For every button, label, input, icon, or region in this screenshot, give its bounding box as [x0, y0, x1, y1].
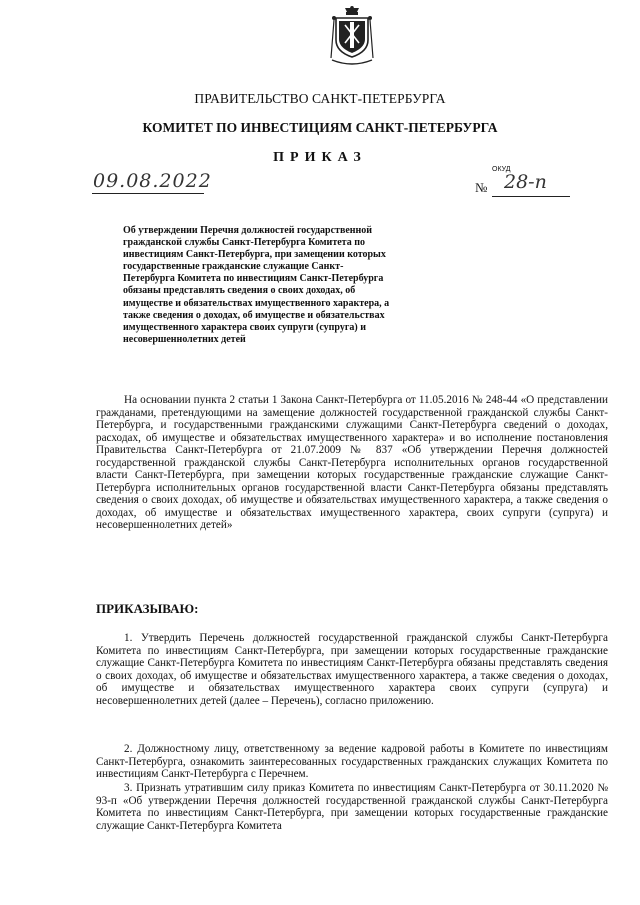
order-subject: Об утверждении Перечня должностей государственной гражданской службы Санкт-Петербурга Комитета по инвестициям Санкт-Петербурга, при замещении которых государственные гражданские служащие Санкт-Петербурга Комитета по инвестициям Санкт-Петербурга обязаны представлять сведения о своих доходах, об имуществе и обязательствах имущественного характера, а также сведения о доходах, об имуществе и обязательствах имущественного характера своих супруги (супруга) и несовершеннолетних детей: [123, 225, 390, 345]
number-underline: [492, 196, 570, 197]
number-sign: №: [475, 180, 488, 195]
date-underline: [92, 193, 204, 194]
committee-name: КОМИТЕТ ПО ИНВЕСТИЦИЯМ САНКТ-ПЕТЕРБУРГА: [142, 120, 498, 135]
government-name: ПРАВИТЕЛЬСТВО САНКТ-ПЕТЕРБУРГА: [194, 91, 446, 106]
document-type: ПРИКАЗ: [273, 150, 367, 165]
order-item-1: 1. Утвердить Перечень должностей государственной гражданской службы Санкт-Петербурга Комитета по инвестициям Санкт-Петербурга, при замещении которых государственные гражданские служащие Санкт-Петербурга Комитета по инвестициям Санкт-Петербурга обязаны представлять сведения о своих доходах, об имуществе и обязательствах имущественного характера, а также сведения о доходах, об имуществе и обязательствах имущественного характера своих супруги (супруга) и несовершеннолетних детей (далее – Перечень), согласно приложению.: [96, 632, 608, 707]
preamble-paragraph: На основании пункта 2 статьи 1 Закона Санкт-Петербурга от 11.05.2016 № 248-44 «О представлении гражданами, претендующими на замещение должностей государственной гражданской службы Санкт-Петербурга, и государственными гражданскими служащими Санкт-Петербурга сведений о доходах, расходах, об имуществе и обязательствах имущественного характера» и во исполнение постановления Правительства Санкт-Петербурга от 21.07.2009 № 837 «Об утверждении Перечня должностей государственной гражданской службы Санкт-Петербурга исполнительных органов государственной власти Санкт-Петербурга, при замещении которых государственные гражданские служащие Санкт-Петербурга исполнительных органов государственной власти Санкт-Петербурга обязаны представлять сведения о своих доходах, об имуществе и обязательствах имущественного характера, а также сведения о доходах, об имуществе и обязательствах имущественного характера, своих супруги (супруга) и несовершеннолетних детей»: [96, 394, 608, 531]
okud-label: ОКУД: [492, 166, 511, 173]
order-date: 09.08.2022: [93, 170, 212, 192]
order-item-3: 3. Признать утратившим силу приказ Комитета по инвестициям Санкт-Петербурга от 30.11.2020 № 93-п «Об утверждении Перечня должностей государственной гражданской службы Санкт-Петербурга Комитета по инвестициям Санкт-Петербурга, при замещении которых государственные гражданские служащие Санкт-Петербурга Комитета: [96, 782, 608, 832]
order-item-2: 2. Должностному лицу, ответственному за ведение кадровой работы в Комитете по инвестициям Санкт-Петербурга, ознакомить заинтересованных государственных гражданских служащих Комитета по инвестициям Санкт-Петербурга с Перечнем.: [96, 743, 608, 780]
order-number: 28-п: [504, 171, 547, 193]
coat-of-arms-emblem: [330, 6, 374, 66]
orders-heading: ПРИКАЗЫВАЮ:: [96, 601, 199, 616]
